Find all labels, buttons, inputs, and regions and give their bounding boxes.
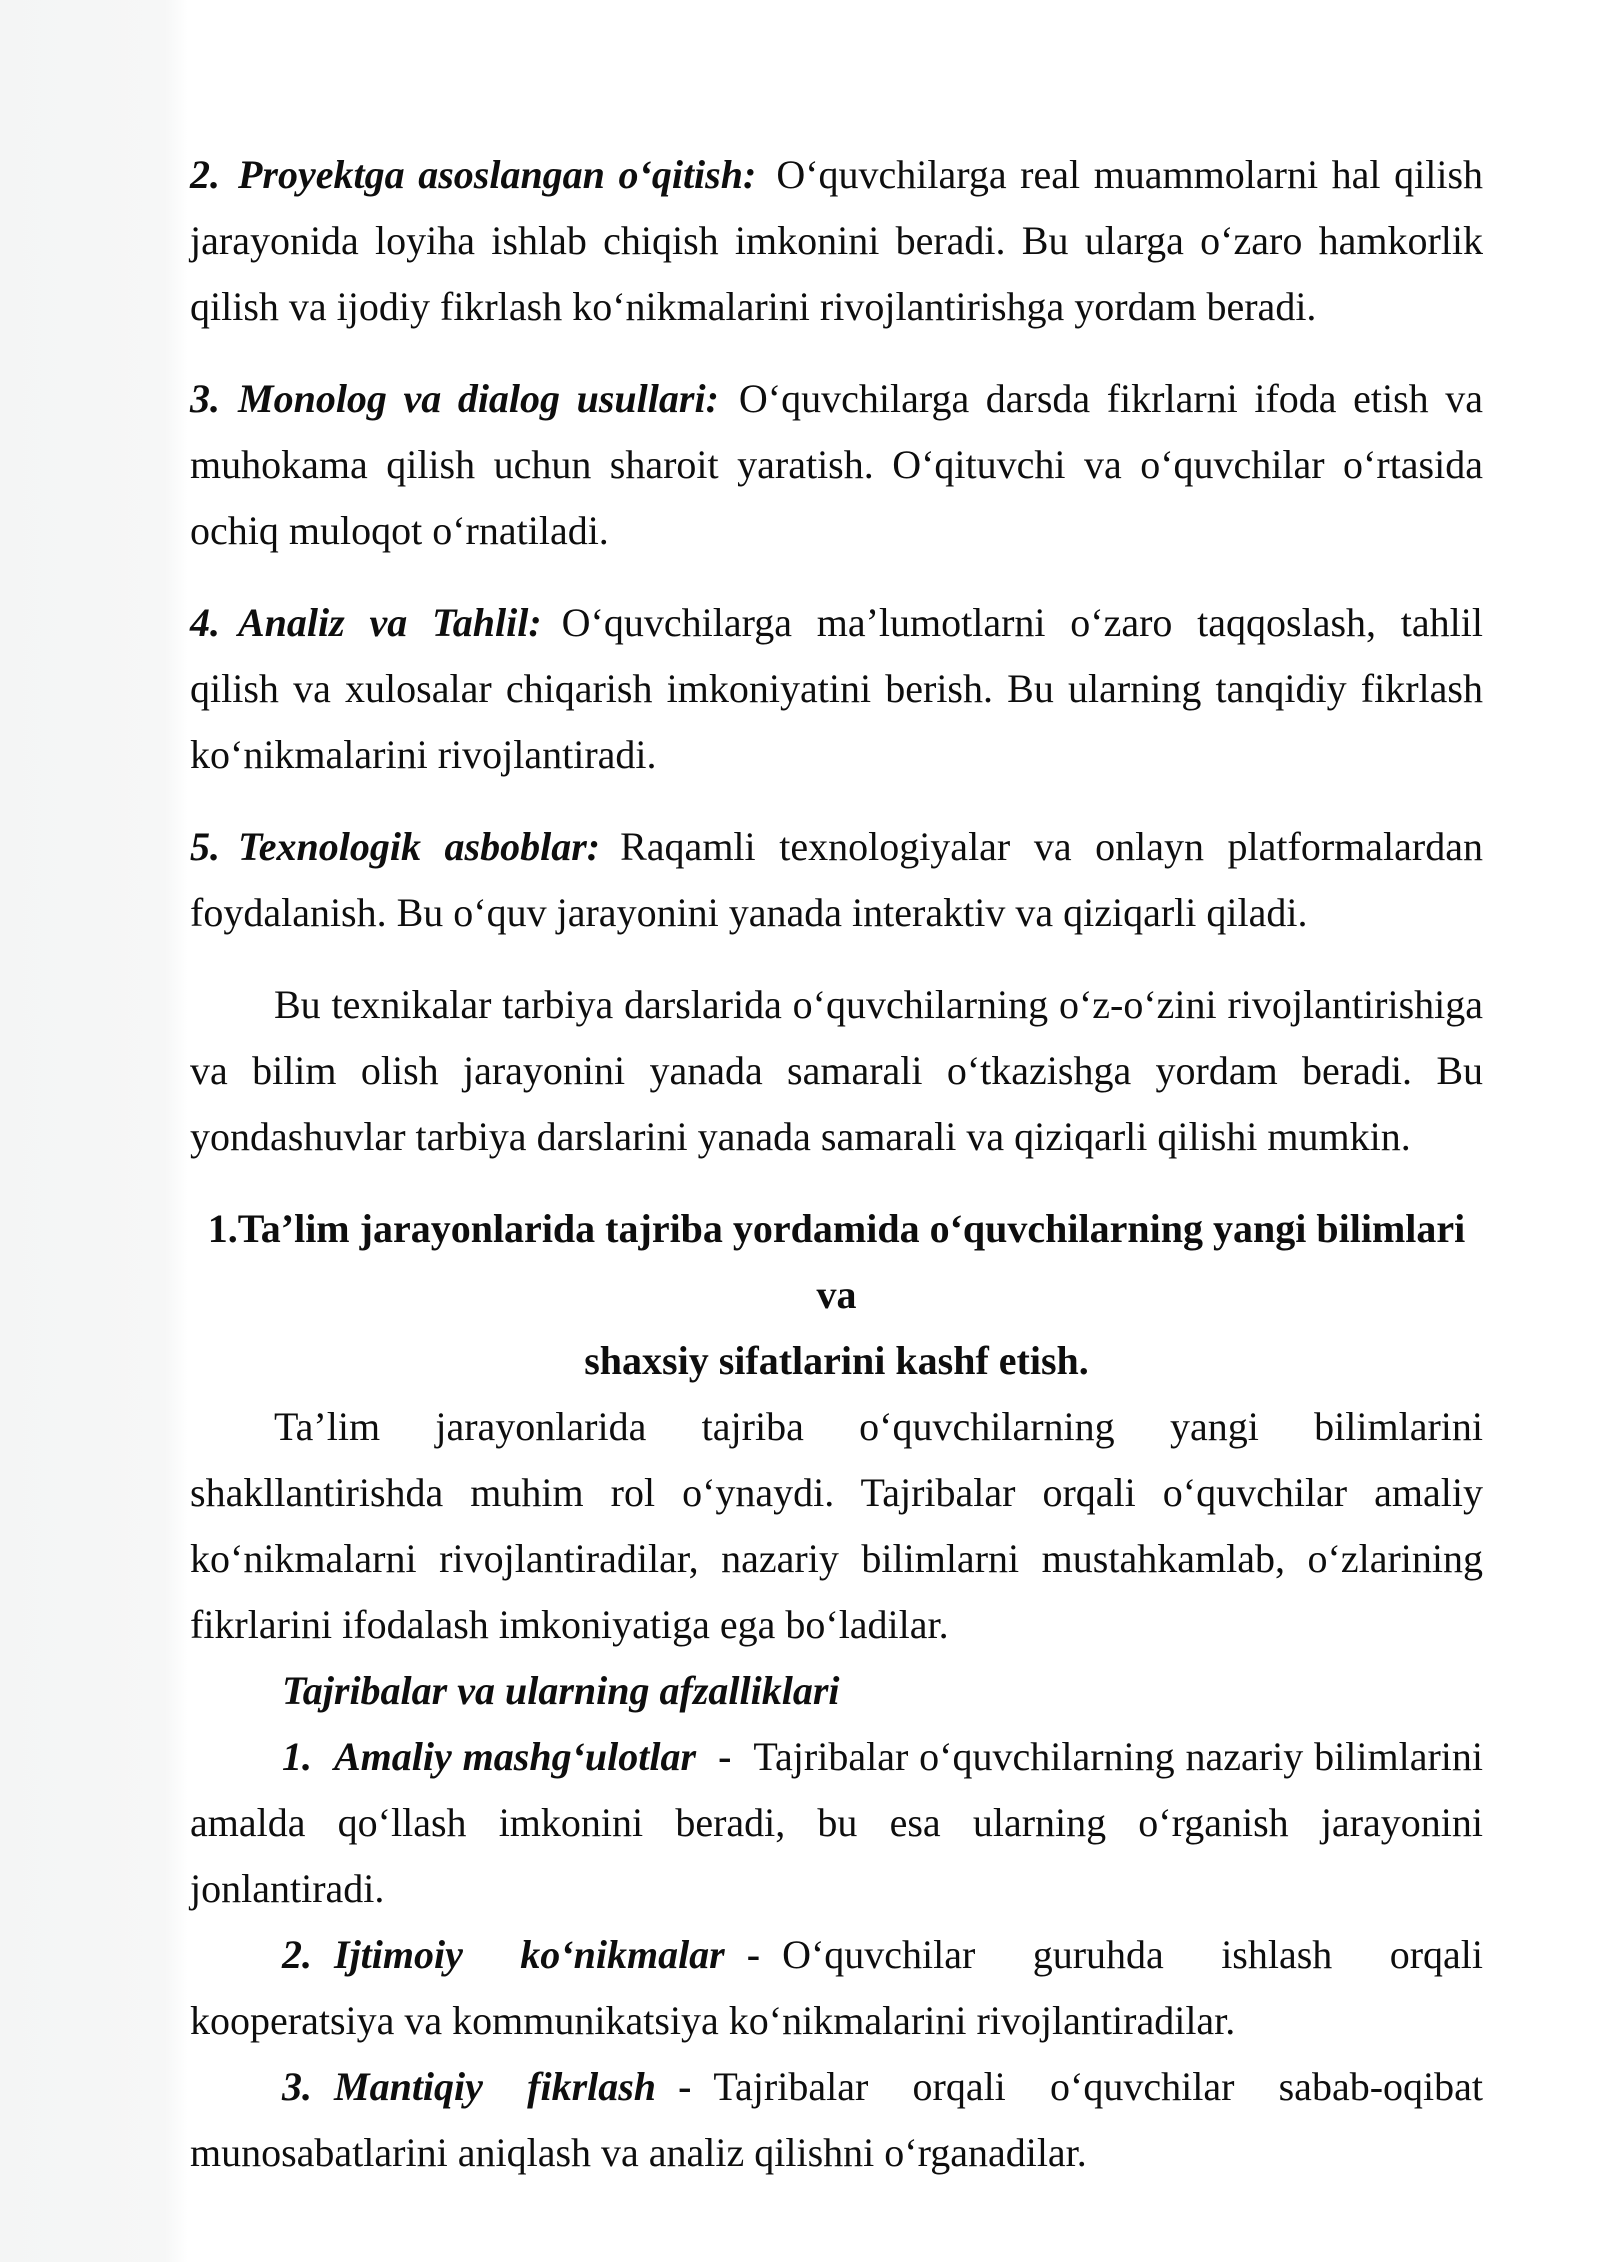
paragraph-analiz-tahlil [190,590,1483,788]
list-item-mantiqiy-fikrlash [190,2054,1483,2186]
list-item-body: Tajribalar o‘quvchilarning nazariy bilimlarini amalda qo‘llash imkonini beradi, bu esa ularning o‘rganish jarayonini jonlantiradi. [190,1734,1483,1911]
paragraph-lead: Analiz va Tahlil: [238,600,542,645]
paragraph-number: 2. [190,152,220,197]
subheading-advantages: Tajribalar va ularning afzalliklari [282,1668,840,1713]
paragraph-lead: Texnologik asboblar: [238,824,601,869]
paragraph-number: 3. [190,376,220,421]
paragraph-project-based-teaching [190,142,1483,340]
list-item-lead: Mantiqiy fikrlash [334,2064,657,2109]
paragraph-body: Raqamli texnologiyalar va onlayn platformalardan foydalanish. Bu o‘quv jarayonini yanada interaktiv va qiziqarli qiladi. [190,824,1483,935]
section-heading-line-1: 1.Ta’lim jarayonlarida tajriba yordamida o‘quvchilarning yangi bilimlari va [207,1206,1466,1317]
list-item-dash: - [678,2064,692,2109]
list-item-number: 3. [282,2064,312,2109]
paragraph-texnologik-asboblar [190,814,1483,946]
list-item-ijtimoiy-konikmalar [190,1922,1483,2054]
list-item-body: Tajribalar orqali o‘quvchilar sabab-oqibat munosabatlarini aniqlash va analiz qilishni o‘rganadilar. [190,2064,1483,2175]
list-item-number: 2. [282,1932,312,1977]
list-item-amaliy-mashgulotlar [190,1724,1483,1922]
paragraph-intro-experience: Ta’lim jarayonlarida tajriba o‘quvchilarning yangi bilimlarini shakllantirishda muhim rol o‘ynaydi. Tajribalar orqali o‘quvchilar amaliy ko‘nikmalarni rivojlantiradilar, nazariy bilimlarni mustahkamlab, o‘zlarining fikrlarini ifodalash imkoniyatiga ega bo‘ladilar. [190,1404,1483,1647]
paragraph-summary: Bu texnikalar tarbiya darslarida o‘quvchilarning o‘z-o‘zini rivojlantirishiga va bilim olish jarayonini yanada samarali o‘tkazishga yordam beradi. Bu yondashuvlar tarbiya darslarini yanada samarali va qiziqarli qilishi mumkin. [190,982,1483,1159]
paragraph-body: O‘quvchilarga real muammolarni hal qilish jarayonida loyiha ishlab chiqish imkonini beradi. Bu ularga o‘zaro hamkorlik qilish va ijodiy fikrlash ko‘nikmalarini rivojlantirishga yordam beradi. [190,152,1484,329]
paragraph-lead: Monolog va dialog usullari: [238,376,719,421]
section-heading-line-2: shaxsiy sifatlarini kashf etish. [584,1338,1089,1383]
list-item-number: 1. [282,1734,312,1779]
list-item-lead: Amaliy mashg‘ulotlar [334,1734,697,1779]
list-item-dash: - [718,1734,732,1779]
paragraph-number: 5. [190,824,220,869]
paragraph-body: O‘quvchilarga darsda fikrlarni ifoda etish va muhokama qilish uchun sharoit yaratish. O‘qituvchi va o‘quvchilar o‘rtasida ochiq muloqot o‘rnatiladi. [190,376,1483,553]
paragraph-monolog-dialog [190,366,1483,564]
paragraph-body: O‘quvchilarga ma’lumotlarni o‘zaro taqqoslash, tahlil qilish va xulosalar chiqarish imkoniyatini berish. Bu ularning tanqidiy fikrlash ko‘nikmalarini rivojlantiradi. [190,600,1484,777]
list-item-dash: - [746,1932,761,1977]
list-item-body: O‘quvchilar guruhda ishlash orqali kooperatsiya va kommunikatsiya ko‘nikmalarini rivojlantiradilar. [190,1932,1483,2043]
paragraph-number: 4. [190,600,220,645]
paragraph-lead: Proyektga asoslangan o‘qitish: [238,152,757,197]
list-item-lead: Ijtimoiy ko‘nikmalar [334,1932,725,1977]
section-heading [190,1196,1483,1394]
